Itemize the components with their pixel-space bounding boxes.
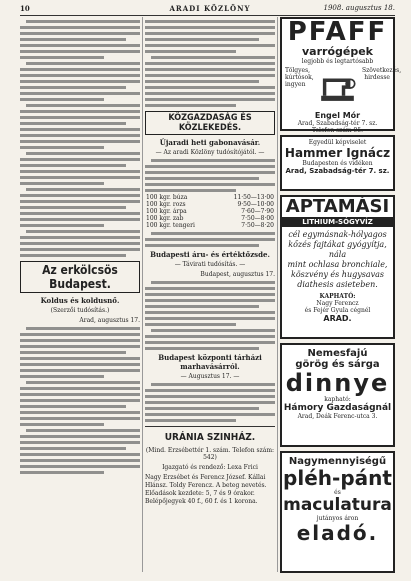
section-title: Az erkölcsös Budapest. [20, 261, 140, 293]
market-price: 9·50—10·00 [237, 201, 274, 208]
article-body [145, 159, 275, 192]
ad-pfaff-address: Arad, Szabadság-tér 7. sz. [297, 120, 378, 127]
ad-pfaff-seller: Engel Mór [314, 111, 361, 120]
ad-aptamasi-brand: APTAMÁSI [285, 196, 390, 217]
article-body [145, 281, 275, 350]
ad-maculatura-line1: Nagymennyiségű [288, 456, 387, 467]
ad-aptamasi-buy2: és Fejér Gyula cégnél [304, 307, 371, 314]
ad-dinnye-line3: kapható: [324, 396, 351, 403]
market-table [145, 194, 275, 229]
ad-dinnye-brand: dinnye [285, 369, 390, 397]
ad-hammer-line3: Arad, Szabadság-tér 7. sz. [285, 167, 390, 175]
ad-hammer-brand: Hammer Ignácz [284, 146, 391, 160]
market-row [145, 194, 275, 201]
theatre-prices: Előadások kezdete: 5, 7 és 9 órakor. Belépőjegyek 40 f., 60 f. és 1 korona. [145, 490, 258, 505]
ad-hammer-line2: Budapesten és vidéken [302, 160, 373, 167]
article-body [20, 20, 140, 257]
ad-aptamasi-script4: köszvény és hugysavas [290, 270, 385, 279]
ad-maculatura [280, 451, 395, 573]
sewing-machine-icon [316, 67, 359, 109]
column-divider [142, 17, 143, 572]
ad-pfaff-side-right: Szövetkezés, hirdesse [362, 67, 402, 81]
market-item: 100 kgr. zab [146, 215, 184, 222]
ad-aptamasi-script2: kőzés fajtákat gyógyítja, nála [288, 240, 387, 259]
exchange-subtitle: — Távirati tudósítás. — [174, 261, 246, 268]
ad-hammer [280, 135, 395, 191]
ad-hammer-line1: Egyedül képviselet [308, 139, 367, 146]
market-row [145, 201, 275, 208]
column-3-ads [280, 17, 402, 577]
ad-aptamasi-buy-label: KAPHATÓ: [319, 293, 356, 300]
story-title: Koldus és koldusnő. [40, 296, 120, 305]
article-body [145, 383, 275, 422]
market-price: 7·50—8·00 [241, 215, 274, 222]
exchange-title: Budapesti áru- és értéktőzsde. [150, 250, 270, 259]
hall-subtitle: — Augusztus 17. — [180, 373, 240, 380]
story-dateline: Arad, augusztus 17. [79, 317, 140, 324]
story-subtitle: (Szerzői tudósítás.) [50, 307, 110, 314]
ad-maculatura-big: eladó. [296, 521, 379, 545]
theatre-subtitle: (Mind. Erzsébettér 1. szám. Telefon szám: 542) [145, 447, 275, 461]
market-item: 100 kgr. rozs [146, 201, 186, 208]
ad-dinnye-address: Arad, Deák Ferenc-utca 3. [297, 413, 378, 420]
ad-aptamasi [280, 195, 395, 339]
ad-pfaff-side-left: Tölgyes, kúrtósok, ingyen [285, 67, 314, 88]
market-item: 100 kgr. tengeri [146, 222, 195, 229]
ad-aptamasi-script1: cél egymásnak-hólyagos [288, 230, 387, 239]
ad-pfaff-phone: Telefon szám 95. [311, 127, 364, 134]
ad-dinnye-line2: görög és sárga [295, 359, 380, 370]
hall-title: Budapest központi tárházi marhavásárról. [158, 353, 262, 371]
theatre-title: URÁNIA SZINHÁZ. [164, 432, 256, 443]
market-row [145, 208, 275, 215]
column-divider [277, 17, 278, 572]
ad-pfaff [280, 17, 402, 134]
ad-maculatura-line2: és [334, 489, 341, 496]
ad-aptamasi-buy3: ARAD. [323, 314, 352, 323]
ad-maculatura-line3: jutányos áron [316, 515, 359, 522]
masthead: ARADI KÖZLÖNY [169, 4, 251, 13]
section-title: KÖZGAZDASÁG ÉS KÖZLEKEDÉS. [145, 111, 275, 135]
theatre-director: Igazgató és rendező: Lexa Frici [162, 464, 258, 471]
ad-maculatura-brand: pléh-pánt [283, 466, 392, 490]
market-price: 7·50—8·20 [241, 222, 274, 229]
market-row [145, 215, 275, 222]
article-body [145, 20, 275, 107]
page-header [20, 4, 395, 15]
ad-pfaff-line1: varrógépek [302, 45, 373, 58]
ad-dinnye-seller: Hámory Gazdaságnál [283, 403, 392, 413]
column-1 [20, 17, 140, 476]
ad-dinnye-line1: Nemesfajú [307, 348, 368, 359]
ad-aptamasi-buy1: Nagy Ferencz [316, 300, 359, 307]
article-body [20, 327, 140, 474]
market-row [145, 222, 275, 229]
column-2 [145, 17, 275, 506]
ad-aptamasi-script3: mint ochlasa bronchiale, [287, 260, 388, 269]
issue-date: 1908. augusztus 18. [323, 4, 395, 12]
theatre-program: Nagy Erzsébet és Ferencz József. Kállai Hlánsz. Toldy Ferencz. A beteg nevetés. [145, 474, 267, 489]
ad-maculatura-brand2: maculatura [283, 495, 392, 515]
market-price: 11·50—13·00 [233, 194, 274, 201]
market-item: 100 kgr. árpa [146, 208, 187, 215]
ad-pfaff-line2: legjobb és legtartósabb [301, 58, 374, 65]
ad-aptamasi-sub: LITHIUM-SÓGYVÍZ [282, 217, 393, 227]
ad-aptamasi-script5: diathesis asieteben. [297, 280, 378, 289]
ad-pfaff-brand: PFAFF [287, 17, 388, 47]
page-number: 10 [20, 4, 30, 13]
article-body [145, 232, 275, 247]
exchange-dateline: Budapest, augusztus 17. [200, 271, 275, 278]
market-subtitle: — Az aradi Közlöny tudósítójától. — [155, 149, 265, 156]
divider [145, 426, 275, 427]
header-rule [20, 15, 395, 16]
market-title: Újaradi heti gabonavásár. [159, 138, 261, 147]
ad-dinnye [280, 343, 395, 447]
market-item: 100 kgr. búza [146, 194, 188, 201]
market-price: 7·60—7·90 [241, 208, 274, 215]
